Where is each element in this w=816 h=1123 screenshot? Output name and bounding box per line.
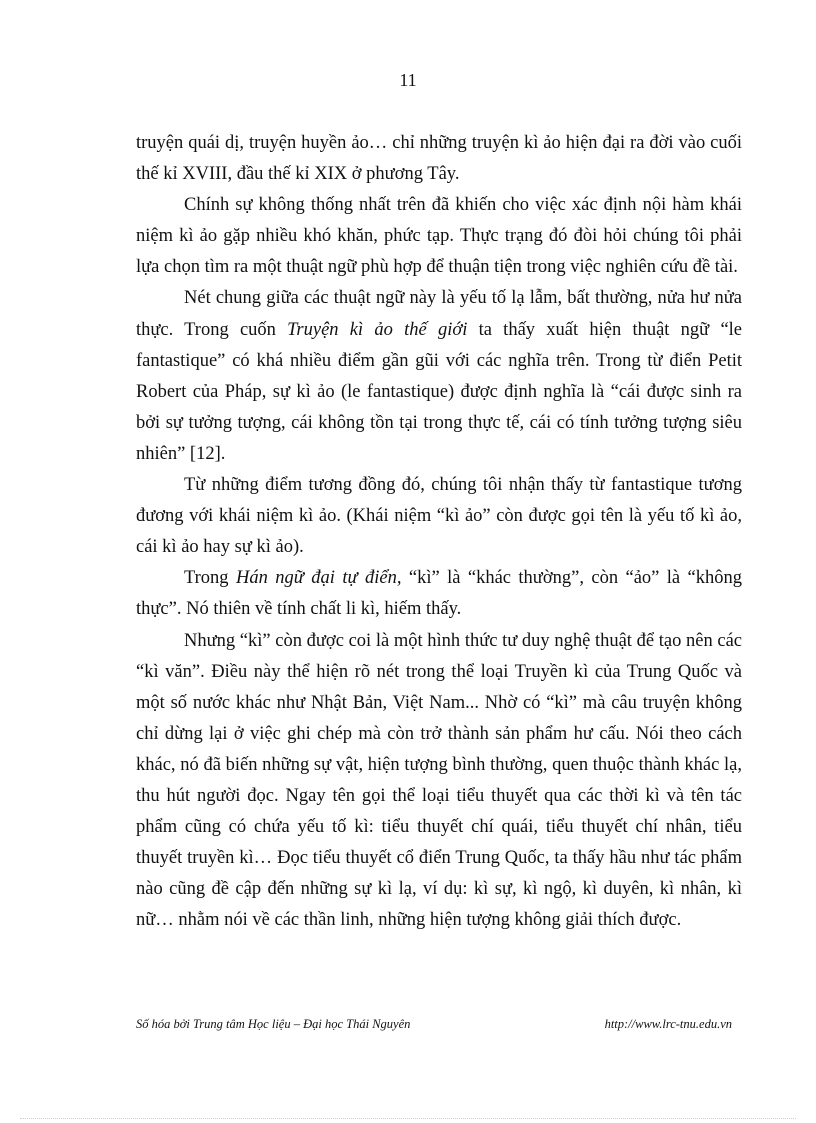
text-segment: Nét chung giữa các thuật ngữ này là yếu tố lạ lẫm, bất thường, nửa hư nửa thực. Trong cuốn — [136, 288, 742, 340]
paragraph — [136, 283, 742, 470]
footer — [136, 1017, 736, 1032]
text-segment: truyện quái dị, truyện huyền ảo… chỉ những truyện kì ảo hiện đại ra đời vào cuối thế kỉ XVIII, đầu thế kỉ XIX ở phương Tây. — [136, 133, 742, 185]
text-segment: Trong — [184, 568, 236, 589]
paragraph — [136, 190, 742, 283]
paragraph — [136, 128, 742, 190]
page-number: 11 — [399, 70, 417, 90]
footer-source: Số hóa bởi Trung tâm Học liệu – Đại học Thái Nguyên — [136, 1017, 411, 1031]
text-segment: ta thấy xuất hiện thuật ngữ “le fantastique” có khá nhiều điểm gần gũi với các nghĩa trên. Trong từ điển Petit Robert của Pháp, sự kì ảo (le fantastique) được định nghĩa là “cái được sinh ra bởi sự tưởng tượng, cái không tồn tại trong thực tế, cái có tính tưởng tượng siêu nhiên” [12]. — [136, 319, 743, 464]
text-segment: “kì” là “khác thường”, còn “ảo” là “không thực”. Nó thiên về tính chất li kì, hiếm thấy. — [136, 568, 743, 620]
italic-title: Hán ngữ đại tự điển, — [235, 568, 402, 589]
body-text — [136, 128, 742, 936]
paragraph — [136, 563, 742, 625]
paragraph — [136, 470, 742, 563]
page-bottom-divider — [20, 1118, 796, 1119]
text-segment: Nhưng “kì” còn được coi là một hình thức tư duy nghệ thuật để tạo nên các “kì văn”. Điều này thể hiện rõ nét trong thể loại Truyền kì của Trung Quốc và một số nước khác như Nhật Bản, Việt Nam... Nhờ có “kì” mà câu truyện không chỉ dừng lại ở việc ghi chép mà còn trở thành sản phẩm hư cấu. Nói theo cách khác, nó đã biến những sự vật, hiện tượng bình thường, quen thuộc thành khác lạ, thu hút người đọc. Ngay tên gọi thể loại tiểu thuyết qua các thời kì và tên tác phẩm cũng có chứa yếu tố kì: tiểu thuyết chí quái, tiểu thuyết chí nhân, tiểu thuyết truyền kì… Đọc tiểu thuyết cổ điển Trung Quốc, ta thấy hầu như tác phẩm nào cũng đề cập đến những sự kì lạ, ví dụ: kì sự, kì ngộ, kì duyên, kì nhân, kì nữ… nhằm nói về các thần linh, những hiện tượng không giải thích được. — [136, 630, 742, 931]
text-segment: Từ những điểm tương đồng đó, chúng tôi nhận thấy từ fantastique tương đương với khái niệm kì ảo. (Khái niệm “kì ảo” còn được gọi tên là yếu tố kì ảo, cái kì ảo hay sự kì ảo). — [136, 475, 742, 558]
text-segment: Chính sự không thống nhất trên đã khiến cho việc xác định nội hàm khái niệm kì ảo gặp nhiều khó khăn, phức tạp. Thực trạng đó đòi hỏi chúng tôi phải lựa chọn tìm ra một thuật ngữ phù hợp để thuận tiện trong việc nghiên cứu đề tài. — [136, 195, 742, 278]
italic-title: Truyện kì ảo thế giới — [287, 319, 468, 340]
paragraph — [136, 626, 742, 937]
footer-url[interactable]: http://www.lrc-tnu.edu.vn — [604, 1017, 732, 1031]
